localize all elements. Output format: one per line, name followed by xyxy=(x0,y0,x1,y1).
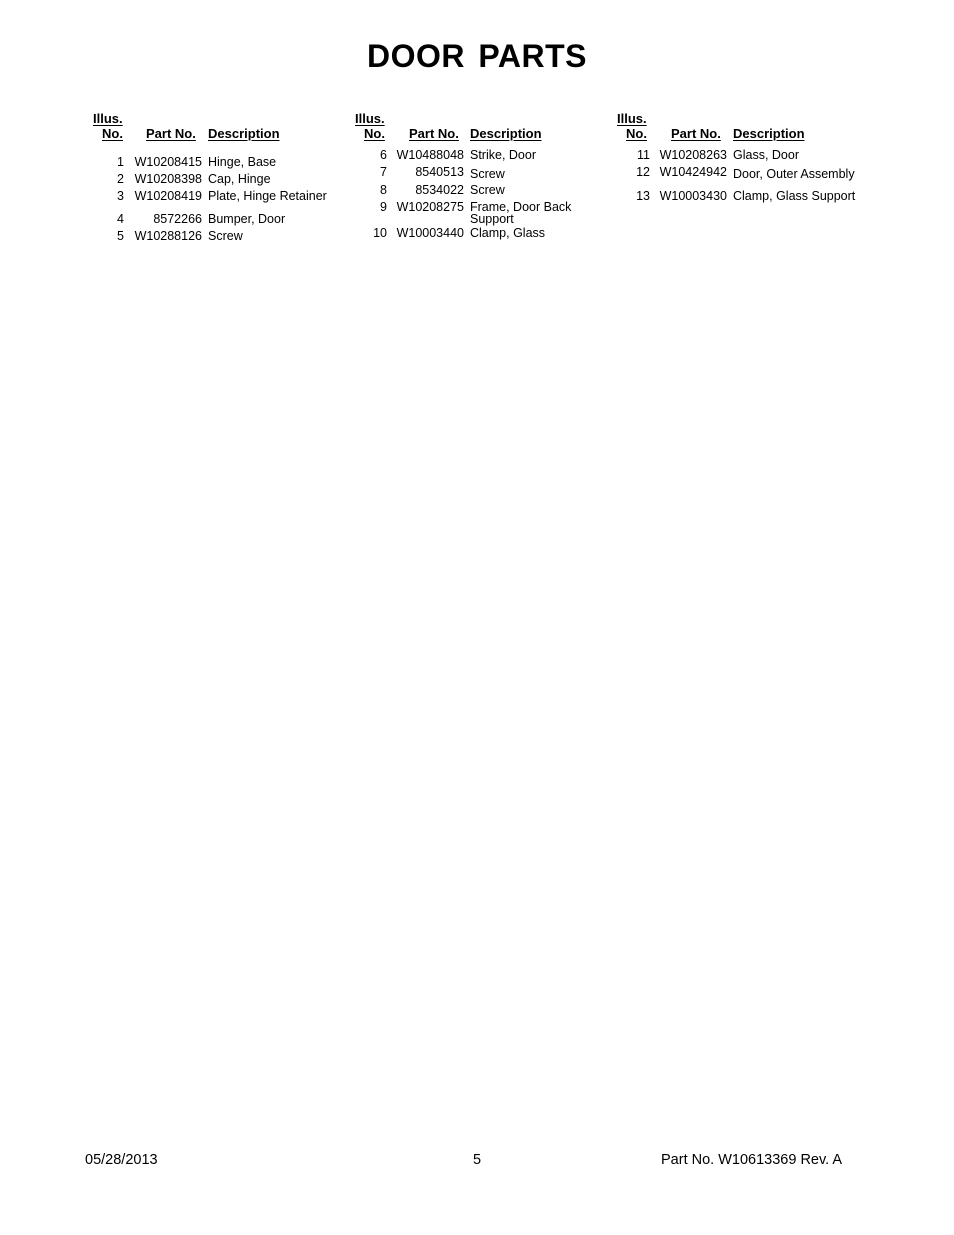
header-illus: Illus. xyxy=(355,111,385,126)
illus-no: 12 xyxy=(636,165,650,179)
part-no: W10208275 xyxy=(396,200,464,214)
header-description: Description xyxy=(208,126,280,141)
illus-no: 5 xyxy=(117,229,124,243)
header-part-no: Part No. xyxy=(671,126,721,141)
description: Hinge, Base xyxy=(208,155,277,169)
header-description: Description xyxy=(470,126,542,141)
footer-doc-id: Part No. W10613369 Rev. A xyxy=(661,1152,843,1168)
description: Clamp, Glass Support xyxy=(733,189,856,203)
part-no: 8572266 xyxy=(153,212,202,226)
header-no: No. xyxy=(364,126,385,141)
description: Frame, Door Back Support xyxy=(470,200,572,226)
header-part-no: Part No. xyxy=(146,126,196,141)
header-no: No. xyxy=(626,126,647,141)
header-part-no: Part No. xyxy=(409,126,459,141)
header-illus: Illus. xyxy=(93,111,123,126)
description: Screw xyxy=(470,183,505,197)
description: Strike, Door xyxy=(470,148,536,162)
description: Door, Outer Assembly xyxy=(733,167,855,181)
part-no: W10003440 xyxy=(396,226,464,240)
part-no: W10488048 xyxy=(396,148,464,162)
part-no: W10003430 xyxy=(659,189,727,203)
illus-no: 8 xyxy=(380,183,387,197)
illus-no: 3 xyxy=(117,189,124,203)
illus-no: 7 xyxy=(380,165,387,179)
part-no: W10424942 xyxy=(659,165,727,179)
part-no: W10288126 xyxy=(134,229,202,243)
description: Glass, Door xyxy=(733,148,799,162)
part-no: W10208398 xyxy=(134,172,202,186)
illus-no: 13 xyxy=(636,189,650,203)
illus-no: 2 xyxy=(117,172,124,186)
header-illus: Illus. xyxy=(617,111,647,126)
part-no: W10208263 xyxy=(659,148,727,162)
page-title: DOOR PARTS xyxy=(367,38,587,74)
illus-no: 4 xyxy=(117,212,124,226)
description: Screw xyxy=(470,167,505,181)
illus-no: 1 xyxy=(117,155,124,169)
description: Plate, Hinge Retainer xyxy=(208,189,327,203)
description: Screw xyxy=(208,229,243,243)
illus-no: 11 xyxy=(637,148,650,162)
header-description: Description xyxy=(733,126,805,141)
description: Cap, Hinge xyxy=(208,172,271,186)
description: Clamp, Glass xyxy=(470,226,546,240)
part-no: 8534022 xyxy=(415,183,464,197)
header-no: No. xyxy=(102,126,123,141)
part-no: W10208419 xyxy=(134,189,202,203)
illus-no: 10 xyxy=(373,226,387,240)
illus-no: 9 xyxy=(380,200,387,214)
illus-no: 6 xyxy=(380,148,387,162)
description: Bumper, Door xyxy=(208,212,286,226)
part-no: W10208415 xyxy=(134,155,202,169)
footer-date: 05/28/2013 xyxy=(85,1152,158,1168)
part-no: 8540513 xyxy=(415,165,464,179)
footer-page-number: 5 xyxy=(473,1152,482,1168)
